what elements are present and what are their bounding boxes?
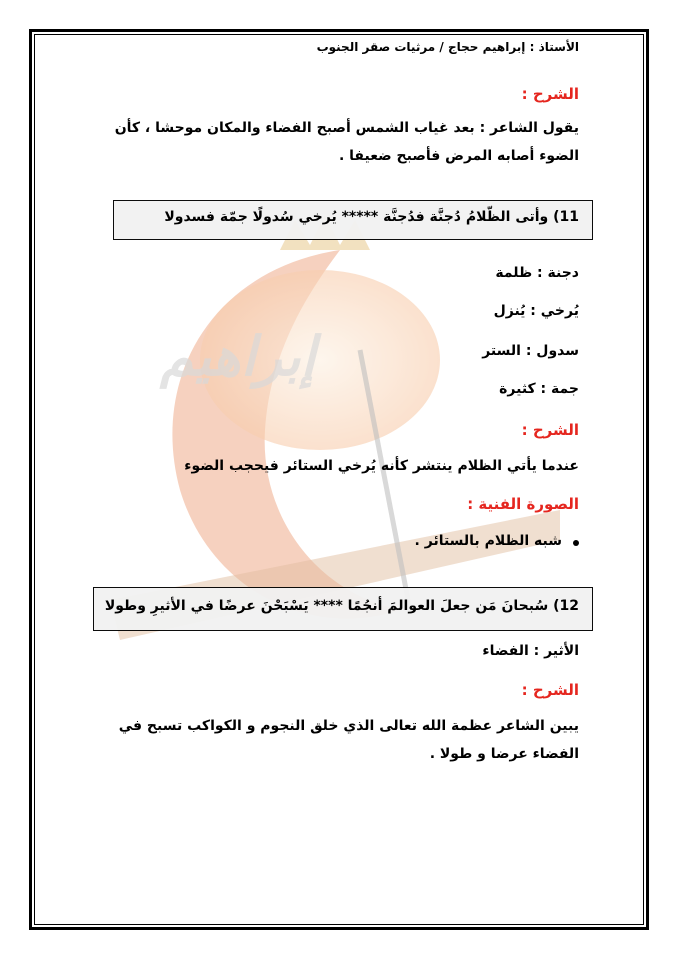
- section3-line1: يبين الشاعر عظمة الله تعالى الذي خلق النجوم و الكواكب تسبح في: [118, 718, 579, 734]
- vocab11-yurkhi: يُرخي : يُنزل: [493, 303, 579, 319]
- section1-heading: الشرح :: [521, 85, 579, 103]
- page-border-inner: [34, 34, 644, 925]
- header-teacher: الأستاذ : إبراهيم حجاج / مرثيات صقر الجنوب: [316, 40, 579, 54]
- vocab11-dujna: دجنة : ظلمة: [495, 265, 579, 281]
- section2-heading: الشرح :: [521, 421, 579, 439]
- imagery-bullet1: شبه الظلام بالستائر .: [414, 533, 562, 549]
- watermark-text: إبراهيم: [160, 324, 316, 388]
- imagery-heading: الصورة الفنية :: [467, 495, 579, 513]
- section2-line1: عندما يأتي الظلام ينتشر كأنه يُرخي الستائر فيحجب الضوء: [184, 458, 579, 474]
- vocab11-sudul: سدول : الستر: [482, 343, 579, 359]
- verse11-text: 11) وأتى الظّلامُ دُجنَّة فدُجنَّة ***** يُرخي سُدولًا جمّة فسدولا: [164, 209, 579, 225]
- section3-heading: الشرح :: [521, 681, 579, 699]
- vocab12-athir: الأثير : الفضاء: [482, 643, 579, 659]
- vocab11-jamma: جمة : كثيرة: [499, 381, 579, 397]
- bullet-icon: [573, 540, 579, 546]
- section1-line1: يقول الشاعر : بعد غياب الشمس أصبح الفضاء والمكان موحشا ، كأن: [114, 120, 579, 136]
- verse12-text: 12) سُبحانَ مَن جعلَ العوالمَ أنجُمًا **** يَسْبَحْنَ عرضًا في الأثيرِ وطولا: [104, 598, 579, 614]
- section1-line2: الضوء أصابه المرض فأصبح ضعيفا .: [338, 148, 579, 164]
- section3-line2: الفضاء عرضا و طولا .: [429, 746, 579, 762]
